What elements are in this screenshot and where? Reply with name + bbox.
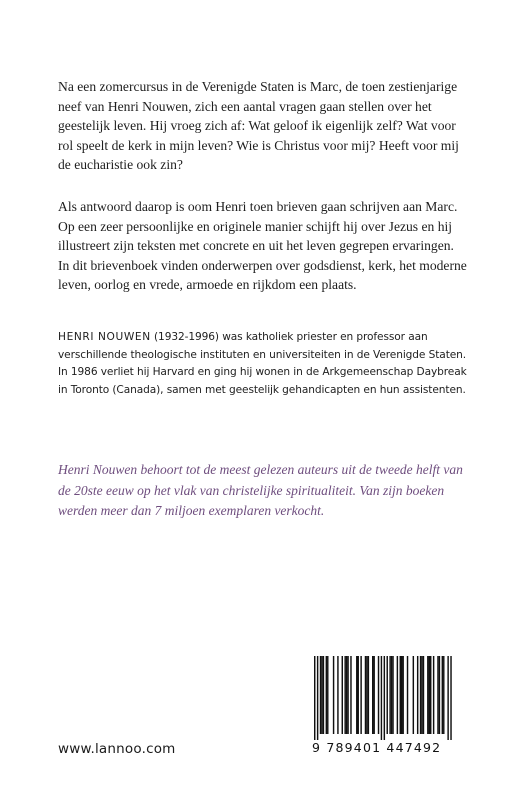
barcode-bar: [378, 656, 379, 734]
barcode-bar: [421, 656, 422, 734]
barcode-bar: [430, 656, 431, 734]
answer-paragraph: Als antwoord daarop is oom Henri toen brieven gaan schrijven aan Marc. Op een zeer persoonlijke en originele manier schijft hij over Jezus en hij illustreert zijn teksten met concrete en uit het leven gegrepen ervaringen. In dit brievenboek vinden onderwerpen over godsdienst, kerk, het moderne leven, oorlog en vrede, armoede en rijkdom een plaats.: [58, 199, 467, 292]
barcode-bar: [321, 656, 322, 734]
barcode-bar: [447, 656, 448, 740]
barcode-bar: [314, 656, 315, 740]
barcode-bar: [429, 656, 430, 734]
barcode-bar: [323, 656, 324, 734]
barcode-bar: [442, 656, 443, 734]
barcode-bar: [417, 656, 418, 734]
barcode-bar: [368, 656, 369, 734]
barcode-bar: [391, 656, 392, 734]
barcode-bar: [342, 656, 343, 734]
barcode-bar: [381, 656, 382, 740]
barcode-bar: [346, 656, 347, 734]
barcode-digits: 9 789401 447492: [312, 740, 442, 755]
barcode-bar: [337, 656, 338, 734]
barcode-bar: [372, 656, 373, 734]
barcode-bar: [397, 656, 398, 734]
barcode-bar: [423, 656, 424, 734]
barcode-bar: [437, 656, 438, 734]
isbn-barcode: [312, 656, 464, 768]
barcode-bar: [407, 656, 408, 734]
author-bio: [58, 329, 468, 399]
barcode-bar: [400, 656, 401, 734]
intro-paragraph: Na een zomercursus in de Verenigde Staten is Marc, de toen zestienjarige neef van Henri Nouwen, zich een aantal vragen gaan stellen over het geestelijk leven. Hij vroeg zich af: Wat geloof ik eigenlijk zelf? Wat voor rol speelt de kerk in mijn leven? Wie is Christus voor mij? Heeft voor mij de eucharistie ook zin?: [58, 79, 459, 172]
barcode-bar: [373, 656, 374, 734]
barcode-bar: [327, 656, 328, 734]
barcode-bar: [387, 656, 388, 734]
barcode-bar: [358, 656, 359, 734]
barcode-bar: [443, 656, 444, 734]
barcode-bar: [347, 656, 348, 734]
barcode-bars: [312, 656, 464, 740]
barcode-bar: [427, 656, 428, 734]
barcode-bar: [384, 656, 385, 740]
publisher-website: www.lannoo.com: [58, 741, 176, 757]
barcode-bar: [326, 656, 327, 734]
barcode-bar: [360, 656, 361, 734]
barcode-bar: [392, 656, 393, 734]
barcode-bar: [413, 656, 414, 734]
barcode-bar: [350, 656, 351, 734]
barcode-bar: [366, 656, 367, 734]
barcode-bar: [450, 656, 451, 740]
barcode-bar: [333, 656, 334, 734]
barcode-bar: [317, 656, 318, 740]
barcode-bar: [433, 656, 434, 734]
barcode-bar: [344, 656, 345, 734]
barcode-bar: [389, 656, 390, 734]
author-name: HENRI NOUWEN: [58, 331, 151, 343]
barcode-bar: [320, 656, 321, 734]
barcode-bar: [402, 656, 403, 734]
barcode-bar: [420, 656, 421, 734]
barcode-bar: [401, 656, 402, 734]
promo-quote: Henri Nouwen behoort tot de meest gelezen auteurs uit de tweede helft van de 20ste eeuw op het vlak van christelijke spiritualiteit. Van zijn boeken werden meer dan 7 miljoen exemplaren verkocht.: [58, 462, 463, 518]
author-bio-text: (1932-1996) was katholiek priester en professor aan verschillende theologische instituten en universiteiten in de Verenigde Staten. In 1986 verliet hij Harvard en ging hij wonen in de Arkgemeenschap Daybreak in Toronto (Canada), samen met geestelijk gehandicapten en hun assistenten.: [58, 331, 467, 396]
barcode-bar: [365, 656, 366, 734]
barcode-bar: [356, 656, 357, 734]
barcode-bar: [439, 656, 440, 734]
